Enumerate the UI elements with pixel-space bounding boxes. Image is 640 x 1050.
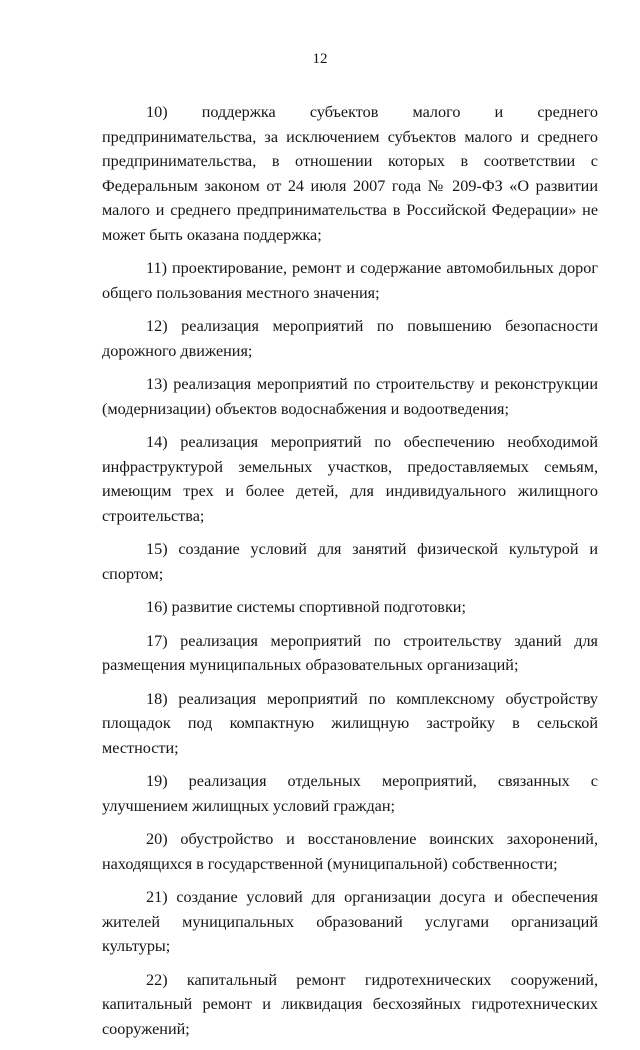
list-item: 11) проектирование, ремонт и содержание автомобильных дорог общего пользования местного значения; [102, 259, 598, 302]
list-item: 10) поддержка субъектов малого и среднего предпринимательства, за исключением субъектов малого и среднего предпринимательства, в отношении которых в соответствии с Федеральным законом от 24 июля 2007 года № 209-ФЗ «О развитии малого и среднего предпринимательства в Российской Федерации» не может быть оказана поддержка; [102, 103, 598, 244]
list-item: 15) создание условий для занятий физической культурой и спортом; [102, 540, 598, 583]
list-item: 16) развитие системы спортивной подготовки; [146, 598, 466, 616]
list-item: 22) капитальный ремонт гидротехнических сооружений, капитальный ремонт и ликвидация бесхозяйных гидротехнических сооружений; [102, 970, 598, 1038]
list-item: 13) реализация мероприятий по строительству и реконструкции (модернизации) объектов водоснабжения и водоотведения; [102, 375, 598, 418]
list-item: 19) реализация отдельных мероприятий, связанных с улучшением жилищных условий граждан; [102, 772, 598, 815]
page-number: 12 [312, 51, 328, 67]
document-body [102, 100, 598, 1050]
list-item: 20) обустройство и восстановление воинских захоронений, находящихся в государственной (муниципальной) собственности; [102, 830, 598, 873]
list-item: 18) реализация мероприятий по комплексному обустройству площадок под компактную жилищную застройку в сельской местности; [102, 689, 598, 757]
list-item: 17) реализация мероприятий по строительству зданий для размещения муниципальных образовательных организаций; [102, 631, 598, 674]
list-item: 14) реализация мероприятий по обеспечению необходимой инфраструктурой земельных участков, предоставляемых семьям, имеющим трех и более детей, для индивидуального жилищного строительства; [102, 433, 598, 525]
list-item: 12) реализация мероприятий по повышению безопасности дорожного движения; [102, 317, 598, 360]
list-item: 21) создание условий для организации досуга и обеспечения жителей муниципальных образований услугами организаций культуры; [102, 888, 598, 955]
